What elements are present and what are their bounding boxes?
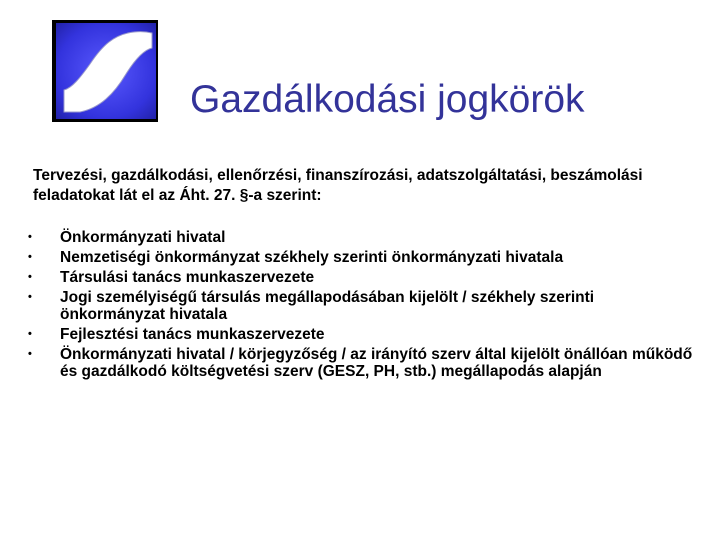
bullet-icon: • bbox=[28, 291, 32, 303]
list-item-text: Társulási tanács munkaszervezete bbox=[60, 269, 315, 286]
bullet-icon: • bbox=[28, 328, 32, 340]
list-item bbox=[28, 229, 698, 246]
list-item-text: Nemzetiségi önkormányzat székhely szerinti önkormányzati hivatala bbox=[60, 249, 564, 266]
list-item-text: Önkormányzati hivatal / körjegyzőség / az irányító szerv által kijelölt önállóan működő és gazdálkodó költségvetési szerv (GESZ, PH, stb.) megállapodás alapján bbox=[60, 346, 693, 380]
bullet-icon: • bbox=[28, 271, 32, 283]
bullet-list bbox=[28, 229, 698, 383]
list-item bbox=[28, 249, 698, 266]
list-item bbox=[28, 269, 698, 286]
list-item-text: Önkormányzati hivatal bbox=[60, 229, 226, 246]
bullet-icon: • bbox=[28, 251, 32, 263]
intro-paragraph: Tervezési, gazdálkodási, ellenőrzési, finanszírozási, adatszolgáltatási, beszámolási feladatokat lát el az Áht. 27. §-a szerint: bbox=[33, 167, 643, 204]
bullet-icon: • bbox=[28, 348, 32, 360]
slide-title: Gazdálkodási jogkörök bbox=[190, 78, 585, 121]
list-item-text: Fejlesztési tanács munkaszervezete bbox=[60, 326, 325, 343]
logo-icon bbox=[50, 18, 160, 124]
list-item bbox=[28, 346, 698, 380]
list-item-text: Jogi személyiségű társulás megállapodásában kijelölt / székhely szerinti önkormányzat hivatala bbox=[60, 289, 595, 323]
list-item bbox=[28, 326, 698, 343]
bullet-icon: • bbox=[28, 231, 32, 243]
swoosh-logo-icon bbox=[50, 18, 160, 124]
list-item bbox=[28, 289, 698, 323]
